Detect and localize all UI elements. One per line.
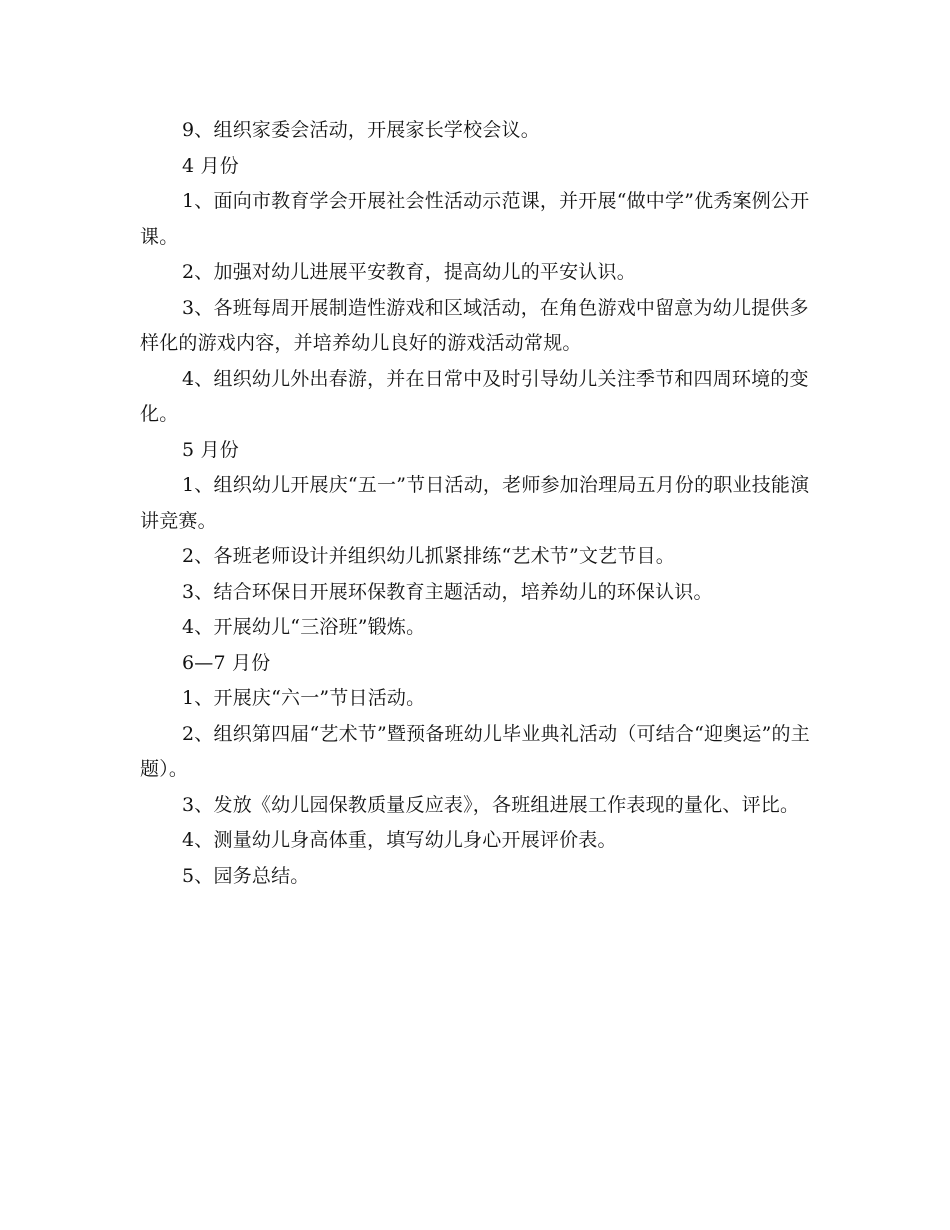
section-heading-may: 5 月份 <box>182 438 239 461</box>
list-item: 1、开展庆“六一”节日活动。 <box>182 687 426 709</box>
list-item: 9、组织家委会活动，开展家长学校会议。 <box>182 119 540 141</box>
list-item: 3、发放《幼儿园保教质量反应表》，各班组进展工作表现的量化、评比。 <box>182 793 800 816</box>
list-item: 4、组织幼儿外出春游，并在日常中及时引导幼儿关注季节和四周环境的变化。 <box>140 367 809 425</box>
list-item: 1、面向市教育学会开展社会性活动示范课，并开展“做中学”优秀案例公开课。 <box>140 190 810 248</box>
section-heading-june-july: 6—7 月份 <box>182 651 271 674</box>
list-item: 2、加强对幼儿进展平安教育，提高幼儿的平安认识。 <box>182 261 636 283</box>
list-item: 3、各班每周开展制造性游戏和区域活动，在角色游戏中留意为幼儿提供多样化的游戏内容，并培养幼儿良好的游戏活动常规。 <box>140 296 809 354</box>
document-body <box>140 113 810 894</box>
list-item: 3、结合环保日开展环保教育主题活动，培养幼儿的环保认识。 <box>182 580 713 603</box>
list-item: 4、开展幼儿“三浴班”锻炼。 <box>182 616 426 638</box>
list-item: 1、组织幼儿开展庆“五一”节日活动，老师参加治理局五月份的职业技能演讲竞赛。 <box>140 474 810 532</box>
list-item: 4、测量幼儿身高体重，填写幼儿身心开展评价表。 <box>182 829 617 851</box>
list-item: 2、各班老师设计并组织幼儿抓紧排练“艺术节”文艺节目。 <box>182 545 675 567</box>
list-item: 2、组织第四届“艺术节”暨预备班幼儿毕业典礼活动（可结合“迎奥运”的主题）。 <box>140 722 810 780</box>
section-heading-april: 4 月份 <box>182 154 239 177</box>
list-item: 5、园务总结。 <box>182 864 310 887</box>
